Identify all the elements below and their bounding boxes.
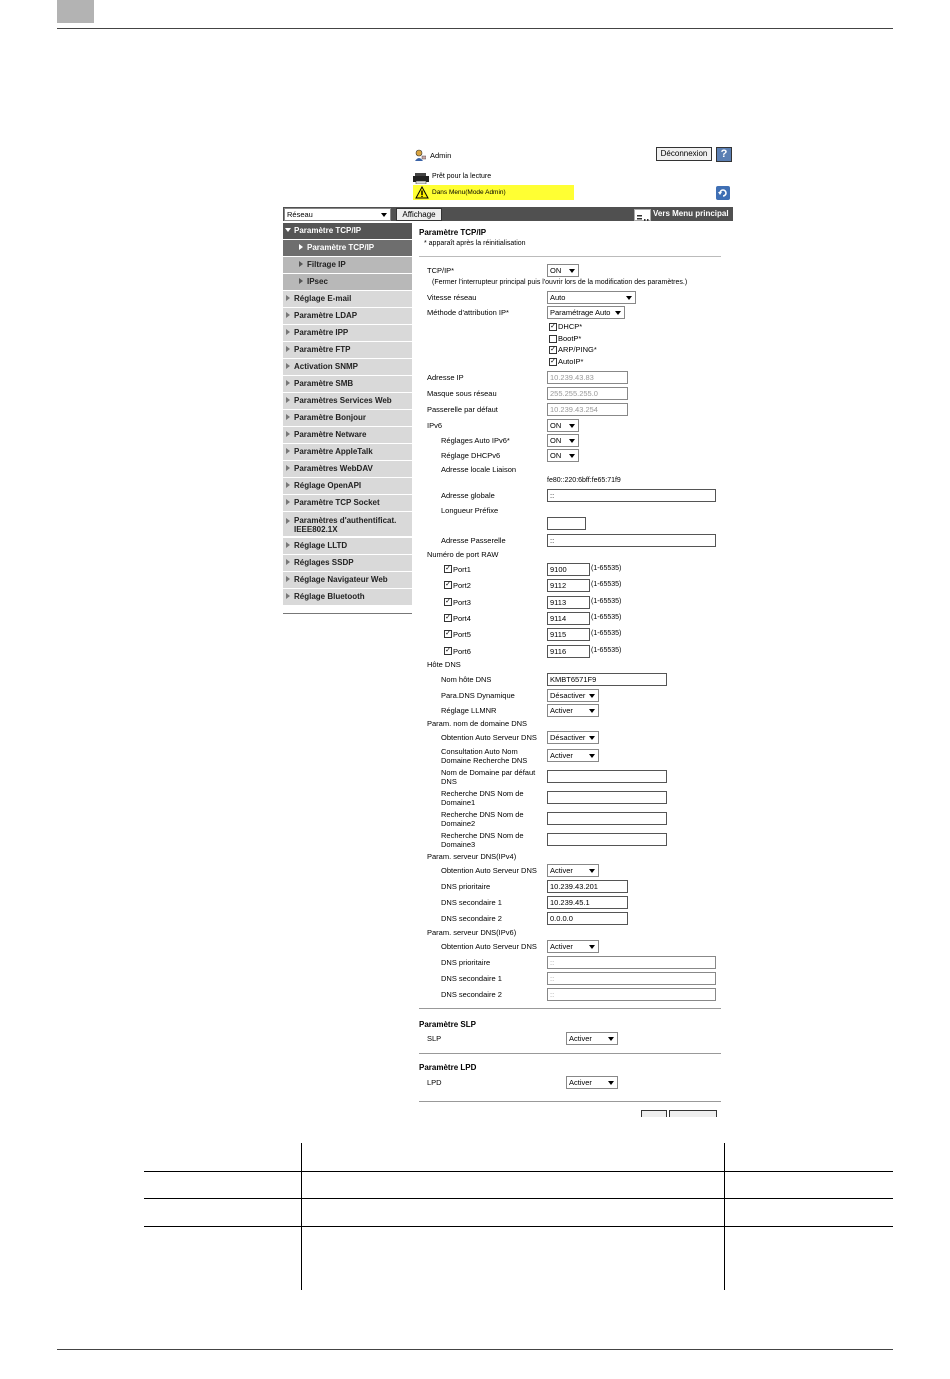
lpd-title: Paramètre LPD	[419, 1063, 477, 1072]
mask-field[interactable]: 255.255.255.0	[547, 387, 628, 400]
dns-primary-field[interactable]: 10.239.43.201	[547, 880, 628, 893]
consult-label-line1: Consultation Auto Nom	[441, 747, 518, 756]
port1-range: (1-65535)	[591, 565, 622, 572]
consult-label-line2: Domaine Recherche DNS	[441, 756, 528, 765]
chevron-right-icon	[286, 295, 290, 301]
sidebar-item-label: Paramètre TCP/IP	[307, 243, 375, 252]
ipv6-label: IPv6	[427, 421, 443, 430]
ipv6-auto-dns-select[interactable]	[547, 940, 599, 953]
port6-checkbox[interactable]: ✓	[445, 647, 451, 654]
sidebar-item-label: Réglage Navigateur Web	[294, 575, 388, 584]
sidebar-item-label: Paramètre TCP Socket	[294, 498, 380, 507]
table-rule-2	[144, 1198, 893, 1199]
port3-checkbox[interactable]: ✓	[445, 598, 451, 605]
chevron-right-icon	[286, 312, 290, 318]
sidebar-item-label: Activation SNMP	[294, 362, 359, 371]
section-divider-bottom	[419, 1101, 721, 1102]
ipv6-dns-primary-label: DNS prioritaire	[441, 958, 491, 967]
chevron-right-icon	[286, 576, 290, 582]
dns-hostname-label: Nom hôte DNS	[441, 675, 492, 684]
category-select-value: Réseau	[287, 210, 313, 219]
domain-section-label: Param. nom de domaine DNS	[427, 719, 528, 728]
chevron-right-icon	[299, 244, 303, 250]
category-select[interactable]	[284, 208, 391, 221]
warning-icon	[415, 186, 429, 199]
section-divider-lpd	[419, 1053, 721, 1054]
sidebar-item-netware[interactable]	[283, 427, 412, 444]
chevron-right-icon	[286, 380, 290, 386]
port5-checkbox[interactable]: ✓	[445, 630, 451, 637]
table-rule-1	[144, 1171, 893, 1172]
logout-button[interactable]: Déconnexion	[656, 147, 712, 161]
search3-field[interactable]	[547, 833, 667, 846]
sidebar-item-label: Paramètre SMB	[294, 379, 354, 388]
llmnr-select[interactable]	[547, 704, 599, 717]
dhcpv6-label: Réglage DHCPv6	[441, 451, 501, 460]
prefix-label: Longueur Préfixe	[441, 506, 499, 515]
method-select-value: Paramétrage Auto	[550, 308, 611, 317]
dhcp-label: DHCP*	[558, 322, 583, 331]
port6-field[interactable]: 9116	[547, 645, 590, 658]
top-rule	[57, 28, 893, 29]
page-corner-tab	[57, 0, 94, 23]
auto-dns-select-value: Désactiver	[550, 733, 586, 742]
sidebar-item-email[interactable]	[283, 291, 412, 308]
sidebar-item-tcp-socket[interactable]	[283, 495, 412, 512]
llmnr-select-value: Activer	[550, 706, 573, 715]
chevron-right-icon	[299, 261, 303, 267]
ipv6-dns-sec2-label: DNS secondaire 2	[441, 990, 502, 999]
port5-label: Port5	[453, 630, 471, 639]
gateway-label: Passerelle par défaut	[427, 405, 498, 414]
chevron-right-icon	[286, 559, 290, 565]
sidebar-item-openapi[interactable]	[283, 478, 412, 495]
sidebar-bottom-rule	[283, 613, 412, 614]
chevron-right-icon	[286, 593, 290, 599]
default-domain-field[interactable]	[547, 770, 667, 783]
search1-line2: Domaine1	[441, 798, 476, 807]
port6-label: Port6	[453, 647, 471, 656]
auto-dns-select[interactable]	[547, 731, 599, 744]
dns-hostname-field[interactable]: KMBT6571F9	[547, 673, 667, 686]
chevron-right-icon	[286, 329, 290, 335]
raw-port-label: Numéro de port RAW	[427, 550, 499, 559]
ipv6-auto-select[interactable]	[547, 434, 579, 447]
chevron-right-icon	[286, 542, 290, 548]
sidebar-item-label: Filtrage IP	[307, 260, 346, 269]
sidebar-item-ip-filter[interactable]	[283, 257, 412, 274]
sidebar-item-label: Paramètre IPP	[294, 328, 349, 337]
dhcp-checkbox[interactable]: ✓	[550, 323, 556, 330]
consult-select[interactable]	[547, 749, 599, 762]
port1-checkbox[interactable]: ✓	[445, 565, 451, 572]
default-domain-line2: DNS	[441, 777, 457, 786]
sidebar-item-label: Réglages SSDP	[294, 558, 354, 567]
chevron-right-icon	[286, 518, 290, 524]
sidebar-item-ldap[interactable]	[283, 308, 412, 325]
speed-select[interactable]	[547, 291, 636, 304]
ok-button[interactable]	[641, 1110, 667, 1117]
dns-primary-label: DNS prioritaire	[441, 882, 491, 891]
autoip-label: AutoIP*	[558, 357, 584, 366]
sidebar-item-bonjour[interactable]	[283, 410, 412, 427]
table-col-divider-1	[301, 1143, 302, 1290]
ipv6-auto-label: Réglages Auto IPv6*	[441, 436, 510, 445]
dns-sec2-label: DNS secondaire 2	[441, 914, 502, 923]
search1-line1: Recherche DNS Nom de	[441, 789, 524, 798]
ipv6-select[interactable]	[547, 419, 579, 432]
main-menu-link[interactable]: Vers Menu principal	[653, 209, 729, 218]
port4-label: Port4	[453, 614, 471, 623]
sidebar-item-web-browser[interactable]	[283, 572, 412, 589]
ipv4-auto-select-value: Activer	[550, 866, 573, 875]
ipv6-auto-select-value: ON	[550, 436, 562, 445]
global-address-field[interactable]: ::	[547, 489, 716, 502]
ipv6-auto-dns-label: Obtention Auto Serveur DNS	[441, 942, 537, 951]
sidebar-item-label: Paramètre LDAP	[294, 311, 358, 320]
ipv4-auto-select[interactable]	[547, 864, 599, 877]
chevron-right-icon	[286, 431, 290, 437]
ipv4-auto-label: Obtention Auto Serveur DNS	[441, 866, 537, 875]
tcpip-label: TCP/IP*	[427, 266, 455, 275]
sidebar-item-label: Réglage OpenAPI	[294, 481, 362, 490]
sidebar-item-label: Réglage LLTD	[294, 541, 348, 550]
dynamic-dns-select[interactable]	[547, 689, 599, 702]
chevron-right-icon	[286, 499, 290, 505]
sidebar-item-label: Réglage Bluetooth	[294, 592, 365, 601]
ipv6-gateway-field[interactable]: ::	[547, 534, 716, 547]
auto-dns-label: Obtention Auto Serveur DNS	[441, 733, 537, 742]
bootp-label: BootP*	[558, 334, 582, 343]
main-menu-icon	[634, 209, 651, 221]
tcpip-select[interactable]	[547, 264, 579, 277]
status-mode: Dans Menu(Mode Admin)	[432, 189, 506, 196]
tcpip-note: (Fermer l'interrupteur principal puis l'ouvrir lors de la modification des paramètres.)	[432, 279, 688, 286]
cancel-button[interactable]	[669, 1110, 717, 1117]
refresh-icon[interactable]	[716, 186, 730, 200]
user-label: Admin	[430, 151, 452, 160]
sidebar-item-bluetooth[interactable]	[283, 589, 412, 606]
sidebar-item-label: IPsec	[307, 277, 328, 286]
title-rule	[419, 256, 721, 257]
chevron-right-icon	[286, 482, 290, 488]
port4-checkbox[interactable]: ✓	[445, 614, 451, 621]
port5-field[interactable]: 9115	[547, 628, 590, 641]
lpd-label: LPD	[427, 1078, 442, 1087]
sidebar-item-snmp[interactable]	[283, 359, 412, 376]
ip-field[interactable]: 10.239.43.83	[547, 371, 628, 384]
speed-label: Vitesse réseau	[427, 293, 477, 302]
chevron-right-icon	[286, 414, 290, 420]
slp-title: Paramètre SLP	[419, 1020, 476, 1029]
sidebar-item-label: Paramètres d'authentificat. IEEE802.1X	[294, 516, 397, 534]
sidebar-item-label: Paramètres WebDAV	[294, 464, 373, 473]
port2-range: (1-65535)	[591, 581, 622, 588]
sidebar-header-item[interactable]	[283, 223, 412, 240]
ipv6-auto-dns-select-value: Activer	[550, 942, 573, 951]
tcpip-select-value: ON	[550, 266, 562, 275]
prefix-field[interactable]	[547, 517, 586, 530]
sidebar-item-web-services[interactable]	[283, 393, 412, 410]
ipv4-section-label: Param. serveur DNS(IPv4)	[427, 852, 517, 861]
lpd-select-value: Activer	[569, 1078, 592, 1087]
link-local-value: fe80::220:6bff:fe65:71f9	[547, 477, 621, 484]
dns-sec1-label: DNS secondaire 1	[441, 898, 502, 907]
ip-label: Adresse IP	[427, 373, 464, 382]
sidebar-item-lltd[interactable]	[283, 538, 412, 555]
table-col-divider-2	[724, 1143, 725, 1290]
help-button[interactable]: ?	[716, 147, 732, 162]
display-button[interactable]: Affichage	[396, 208, 442, 221]
port6-range: (1-65535)	[591, 647, 622, 654]
slp-select-value: Activer	[569, 1034, 592, 1043]
dhcpv6-select[interactable]	[547, 449, 579, 462]
admin-icon	[414, 148, 426, 160]
section-divider-slp	[419, 1008, 721, 1009]
speed-select-value: Auto	[550, 293, 566, 302]
sidebar-item-smb[interactable]	[283, 376, 412, 393]
chevron-down-icon	[285, 228, 291, 232]
bottom-rule	[57, 1349, 893, 1350]
port1-label: Port1	[453, 565, 471, 574]
sidebar-item-label: Paramètre Netware	[294, 430, 367, 439]
search3-line1: Recherche DNS Nom de	[441, 831, 524, 840]
sidebar-item-label: Paramètre Bonjour	[294, 413, 367, 422]
ipv6-dns-primary-field[interactable]: ::	[547, 956, 716, 969]
status-ready: Prêt pour la lecture	[432, 173, 492, 180]
dns-host-label: Hôte DNS	[427, 660, 461, 669]
dynamic-dns-label: Para.DNS Dynamique	[441, 691, 515, 700]
sidebar-item-tcpip-selected[interactable]	[283, 240, 412, 257]
dns-sec1-field[interactable]: 10.239.45.1	[547, 896, 628, 909]
port4-range: (1-65535)	[591, 614, 622, 621]
sidebar-item-webdav[interactable]	[283, 461, 412, 478]
ipv6-dns-sec1-label: DNS secondaire 1	[441, 974, 502, 983]
port2-checkbox[interactable]: ✓	[445, 581, 451, 588]
chevron-right-icon	[286, 363, 290, 369]
ipv6-section-label: Param. serveur DNS(IPv6)	[427, 928, 517, 937]
gateway-field[interactable]: 10.239.43.254	[547, 403, 628, 416]
sidebar-item-ssdp[interactable]	[283, 555, 412, 572]
ipv6-select-value: ON	[550, 421, 562, 430]
llmnr-label: Réglage LLMNR	[441, 706, 497, 715]
dynamic-dns-select-value: Désactiver	[550, 691, 586, 700]
search2-line1: Recherche DNS Nom de	[441, 810, 524, 819]
chevron-right-icon	[286, 397, 290, 403]
mask-label: Masque sous réseau	[427, 389, 497, 398]
sidebar-item-label: Paramètre AppleTalk	[294, 447, 373, 456]
port2-field[interactable]: 9112	[547, 579, 590, 592]
sidebar-item-appletalk[interactable]	[283, 444, 412, 461]
arp-checkbox[interactable]: ✓	[550, 346, 556, 353]
search2-field[interactable]	[547, 812, 667, 825]
link-local-label: Adresse locale Liaison	[441, 465, 517, 474]
reset-note: * apparaît après la réinitialisation	[424, 240, 526, 247]
autoip-checkbox[interactable]: ✓	[550, 358, 556, 365]
sidebar-item-label: Paramètre TCP/IP	[294, 226, 362, 235]
sidebar-item-label: Paramètre FTP	[294, 345, 351, 354]
default-domain-line1: Nom de Domaine par défaut	[441, 768, 536, 777]
port3-range: (1-65535)	[591, 598, 622, 605]
chevron-right-icon	[286, 465, 290, 471]
port3-label: Port3	[453, 598, 471, 607]
ipv6-dns-sec1-field[interactable]: ::	[547, 972, 716, 985]
chevron-right-icon	[286, 448, 290, 454]
slp-select[interactable]	[566, 1032, 618, 1045]
table-rule-3	[144, 1226, 893, 1227]
lpd-select[interactable]	[566, 1076, 618, 1089]
printer-icon	[413, 171, 429, 183]
sidebar-item-ipp[interactable]	[283, 325, 412, 342]
port3-field[interactable]: 9113	[547, 596, 590, 609]
chevron-right-icon	[299, 278, 303, 284]
search2-line2: Domaine2	[441, 819, 476, 828]
ipv6-gateway-label: Adresse Passerelle	[441, 536, 506, 545]
port1-field[interactable]: 9100	[547, 563, 590, 576]
sidebar-item-label: Réglage E-mail	[294, 294, 352, 303]
port5-range: (1-65535)	[591, 630, 622, 637]
port2-label: Port2	[453, 581, 471, 590]
consult-select-value: Activer	[550, 751, 573, 760]
dhcpv6-select-value: ON	[550, 451, 562, 460]
chevron-right-icon	[286, 346, 290, 352]
sidebar-item-ieee8021x[interactable]	[283, 512, 412, 537]
dns-sec2-field[interactable]: 0.0.0.0	[547, 912, 628, 925]
sidebar-item-ipsec[interactable]	[283, 274, 412, 291]
port4-field[interactable]: 9114	[547, 612, 590, 625]
arp-label: ARP/PING*	[558, 345, 597, 354]
method-label: Méthode d'attribution IP*	[427, 308, 509, 317]
search3-line2: Domaine3	[441, 840, 476, 849]
search1-field[interactable]	[547, 791, 667, 804]
global-address-label: Adresse globale	[441, 491, 495, 500]
slp-label: SLP	[427, 1034, 442, 1043]
method-select[interactable]	[547, 306, 625, 319]
page-title: Paramètre TCP/IP	[419, 228, 487, 237]
sidebar-item-ftp[interactable]	[283, 342, 412, 359]
sidebar-item-label: Paramètres Services Web	[294, 396, 392, 405]
ipv6-dns-sec2-field[interactable]: ::	[547, 988, 716, 1001]
bootp-checkbox[interactable]	[549, 335, 557, 343]
